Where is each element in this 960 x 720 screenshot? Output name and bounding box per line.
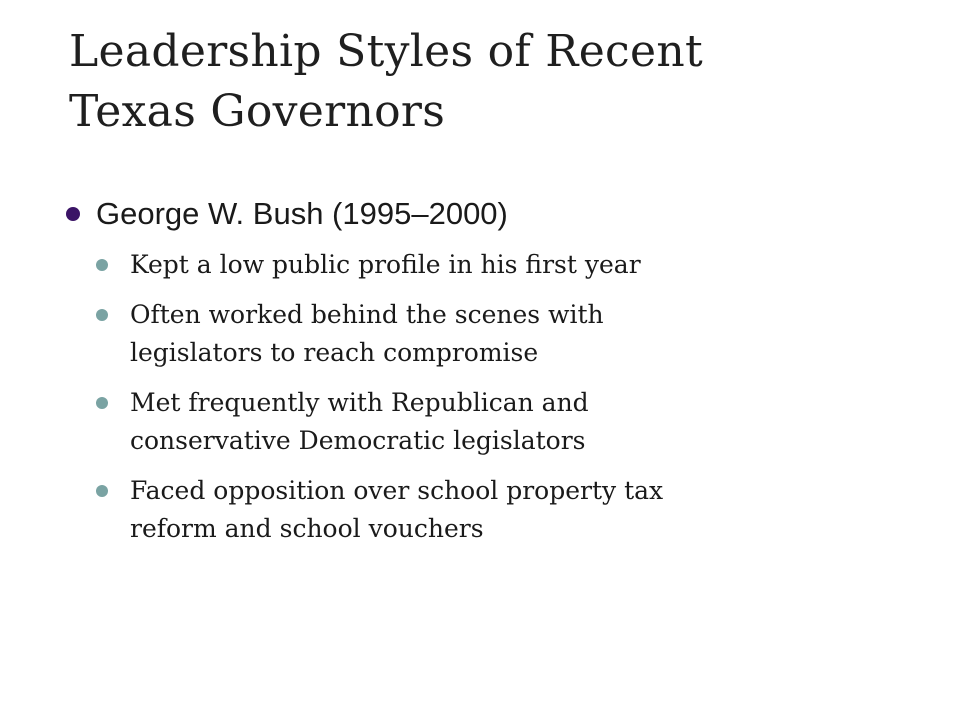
sub-bullet-list [66, 246, 926, 548]
bullet-dot-icon [96, 397, 108, 409]
slide-content [66, 192, 926, 560]
title-line-1: Leadership Styles of Recent [69, 26, 703, 77]
bullet-dot-icon [96, 309, 108, 321]
title-line-2: Texas Governors [69, 86, 446, 137]
bullet-dot-icon [66, 207, 80, 221]
sub-bullet-line-1: Met frequently with Republican and [130, 388, 589, 417]
sub-bullet-item [94, 384, 926, 460]
sub-bullet-line-2: conservative Democratic legislators [130, 426, 586, 455]
sub-bullet-item [94, 246, 926, 284]
sub-bullet-line-1: Kept a low public profile in his first year [130, 250, 641, 279]
sub-bullet-line-1: Often worked behind the scenes with [130, 300, 604, 329]
sub-bullet-line-2: reform and school vouchers [130, 514, 484, 543]
bullet-dot-icon [96, 259, 108, 271]
sub-bullet-line-2: legislators to reach compromise [130, 338, 539, 367]
slide-title [69, 22, 929, 142]
sub-bullet-item [94, 296, 926, 372]
main-bullet-text: George W. Bush (1995–2000) [96, 196, 508, 231]
main-bullet-item [66, 192, 926, 236]
sub-bullet-line-1: Faced opposition over school property tax [130, 476, 664, 505]
bullet-dot-icon [96, 485, 108, 497]
sub-bullet-item [94, 472, 926, 548]
